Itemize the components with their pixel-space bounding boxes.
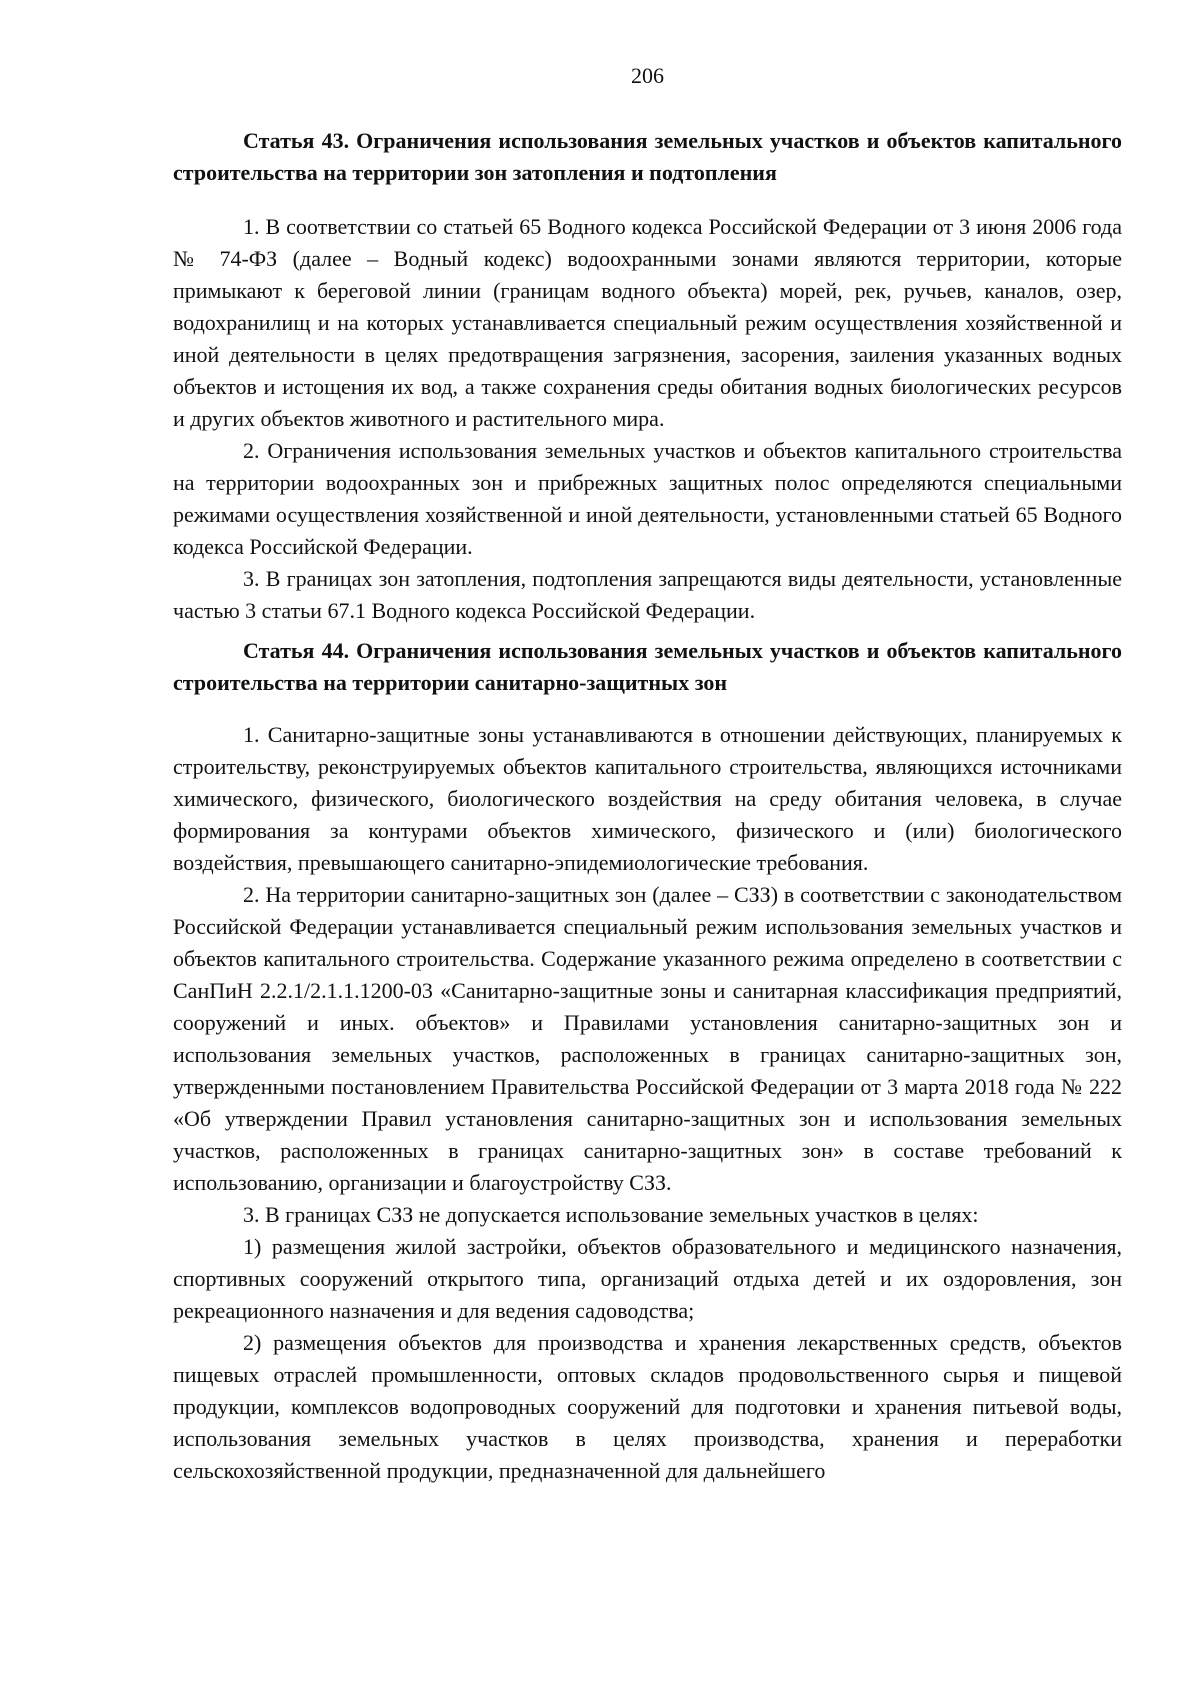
article-43-paragraph-2: 2. Ограничения использования земельных участков и объектов капитального строительства на территории водоохранных зон и прибрежных защитных полос определяются специальными режимами осуществления хозяйственной и иной деятельности, установленными статьей 65 Водного кодекса Российской Федерации. (173, 438, 1122, 559)
article-44-heading: Статья 44. Ограничения использования земельных участков и объектов капитального строительства на территории санитарно-защитных зон (173, 638, 1122, 695)
article-43-heading: Статья 43. Ограничения использования земельных участков и объектов капитального строительства на территории зон затопления и подтопления (173, 128, 1122, 185)
article-44-paragraph-3: 3. В границах СЗЗ не допускается использование земельных участков в целях: (243, 1202, 979, 1227)
page-number: 206 (631, 63, 664, 88)
article-44-list-item-1: 1) размещения жилой застройки, объектов образовательного и медицинского назначения, спортивных сооружений открытого типа, организаций отдыха детей и их оздоровления, зон рекреационного назначения и для ведения садоводства; (173, 1234, 1122, 1323)
document-page (173, 60, 1122, 1487)
article-44-paragraph-1: 1. Санитарно-защитные зоны устанавливаются в отношении действующих, планируемых к строительству, реконструируемых объектов капитального строительства, являющихся источниками химического, физического, биологического воздействия на среду обитания человека, в случае формирования за контурами объектов химического, физического и (или) биологического воздействия, превышающего санитарно-эпидемиологические требования. (173, 722, 1122, 875)
article-43-paragraph-1: 1. В соответствии со статьей 65 Водного кодекса Российской Федерации от 3 июня 2006 года № 74-ФЗ (далее – Водный кодекс) водоохранными зонами являются территории, которые примыкают к береговой линии (границам водного объекта) морей, рек, ручьев, каналов, озер, водохранилищ и на которых устанавливается специальный режим осуществления хозяйственной и иной деятельности в целях предотвращения загрязнения, засорения, заиления указанных водных объектов и истощения их вод, а также сохранения среды обитания водных биологических ресурсов и других объектов животного и растительного мира. (173, 214, 1122, 431)
article-43-paragraph-3: 3. В границах зон затопления, подтопления запрещаются виды деятельности, установленные частью 3 статьи 67.1 Водного кодекса Российской Федерации. (173, 566, 1122, 623)
article-44-paragraph-2: 2. На территории санитарно-защитных зон (далее – СЗЗ) в соответствии с законодательством Российской Федерации устанавливается специальный режим использования земельных участков и объектов капитального строительства. Содержание указанного режима определено в соответствии с СанПиН 2.2.1/2.1.1.1200-03 «Санитарно-защитные зоны и санитарная классификация предприятий, сооружений и иных. объектов» и Правилами установления санитарно-защитных зон и использования земельных участков, расположенных в границах санитарно-защитных зон, утвержденными постановлением Правительства Российской Федерации от 3 марта 2018 года № 222 «Об утверждении Правил установления санитарно-защитных зон и использования земельных участков, расположенных в границах санитарно-защитных зон» в составе требований к использованию, организации и благоустройству СЗЗ. (173, 882, 1122, 1195)
article-44-list-item-2: 2) размещения объектов для производства и хранения лекарственных средств, объектов пищевых отраслей промышленности, оптовых складов продовольственного сырья и пищевой продукции, комплексов водопроводных сооружений для подготовки и хранения питьевой воды, использования земельных участков в целях производства, хранения и переработки сельскохозяйственной продукции, предназначенной для дальнейшего (173, 1330, 1122, 1483)
